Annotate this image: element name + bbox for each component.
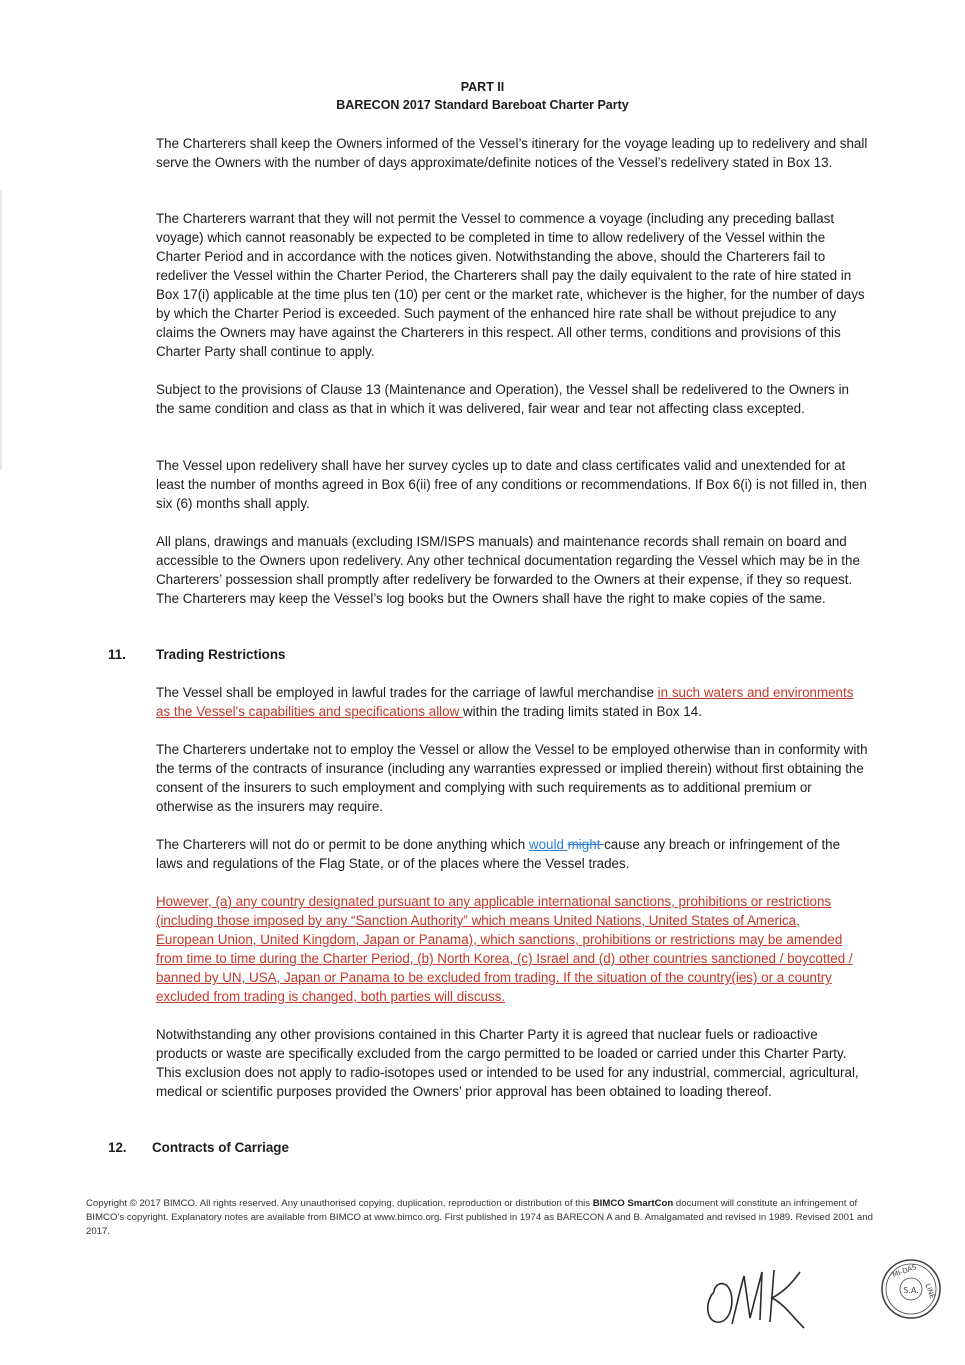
- document-title: BARECON 2017 Standard Bareboat Charter Party: [336, 98, 629, 112]
- paragraph-plans-drawings: All plans, drawings and manuals (excluding ISM/ISPS manuals) and maintenance records shall remain on board and accessible to the Owners upon redelivery. Any other technical documentation regarding the Vessel which may be in the Charterers’ possession shall promptly after redelivery be forwarded to the Owners at their expense, if they so request. The Charterers may keep the Vessel’s log books but the Owners shall have the right to make copies of the same.: [156, 534, 860, 606]
- paragraph-redelivery-notices: The Charterers shall keep the Owners informed of the Vessel’s itinerary for the voyage leading up to redelivery and shall serve the Owners with the number of days approximate/definite notices of the Vessel’s redelivery stated in Box 13.: [156, 136, 868, 170]
- footer-text: document will constitute an infringement of BIMCO’s copyright. Explanatory notes are available from BIMCO at www.bimco.org. First published in 1974 as BARECON A and B. Amalgamated and revised in 1989. Revised 2001 and 2017.: [86, 1198, 873, 1237]
- svg-text:S.A.: S.A.: [903, 1286, 919, 1295]
- paragraph-flag-state-laws: [156, 835, 868, 873]
- paragraph-last-voyage: The Charterers warrant that they will not permit the Vessel to commence a voyage (including any preceding ballast voyage) which cannot reasonably be expected to be completed in time to allow redelivery of the Vessel within the Charter Period and in accordance with the notices given. Notwithstanding the above, should the Charterers fail to redeliver the Vessel within the Charter Period, the Charterers shall pay the daily equivalent to the rate of hire stated in Box 17(i) applicable at the time plus ten (10) per cent or the market rate, whichever is the higher, for the number of days by which the Charter Period is exceeded. Such payment of the enhanced hire rate shall be without prejudice to any claims the Owners may have against the Charterers in this respect. All other terms, conditions and provisions of this Charter Party shall continue to apply.: [156, 211, 865, 359]
- inserted-text: in such waters and environments as the Vessel's capabilities and specifications allow: [156, 685, 854, 719]
- paragraph-survey-cycles: The Vessel upon redelivery shall have her survey cycles up to date and class certificates valid and unextended for at least the number of months agreed in Box 6(ii) free of any conditions or recommendations. If Box 6(i) is not filled in, then six (6) months shall apply.: [156, 458, 867, 511]
- clause-12-number: 12.: [108, 1140, 127, 1155]
- scan-edge-shadow: [0, 190, 2, 470]
- paragraph-sanctions-insert: However, (a) any country designated pursuant to any applicable international sanctions, prohibitions or restrictions (including those imposed by any “Sanction Authority” which means United Nations, United States of America, European Union, United Kingdom, Japan or Panama), which sanctions, prohibitions or restrictions may be amended from time to time during the Charter Period, (b) North Korea, (c) Israel and (d) other countries sanctioned / boycotted / banned by UN, USA, Japan or Panama to be excluded from trading. If the situation of the country(ies) or a country excluded from trading is changed, both parties will discuss.: [156, 894, 853, 1004]
- text-run: The Charterers will not do or permit to be done anything which: [156, 837, 529, 852]
- handwritten-initials-signature: [700, 1262, 810, 1332]
- deleted-text: might: [567, 837, 605, 852]
- svg-text:LINE: LINE: [923, 1282, 937, 1301]
- clause-11-title: Trading Restrictions: [156, 647, 286, 662]
- inserted-text: would: [528, 837, 568, 852]
- part-label: PART II: [460, 80, 505, 94]
- paragraph-insurance-conformity: The Charterers undertake not to employ the Vessel or allow the Vessel to be employed otherwise than in conformity with the terms of the contracts of insurance (including any warranties expressed or implied therein) without first obtaining the consent of the insurers to such employment and complying with such requirements as to additional premium or otherwise as the insurers may require.: [156, 742, 868, 814]
- paragraph-redelivery-condition: Subject to the provisions of Clause 13 (Maintenance and Operation), the Vessel shall be redelivered to the Owners in the same condition and class as that in which it was delivered, fair wear and tear not affecting class excepted.: [156, 382, 849, 416]
- company-seal-stamp: [880, 1258, 942, 1320]
- clause-12-title: Contracts of Carriage: [152, 1140, 289, 1155]
- page-header: [0, 78, 965, 114]
- clause-11-number: 11.: [108, 647, 126, 662]
- text-run: The Vessel shall be employed in lawful trades for the carriage of lawful merchandise: [156, 685, 658, 700]
- copyright-footer: [86, 1197, 886, 1239]
- footer-brand: BIMCO SmartCon: [592, 1198, 674, 1209]
- paragraph-nuclear-exclusion: Notwithstanding any other provisions contained in this Charter Party it is agreed that nuclear fuels or radioactive products or waste are specifically excluded from the cargo permitted to be loaded or carried under this Charter Party. This exclusion does not apply to radio-isotopes used or intended to be used for any industrial, commercial, agricultural, medical or scientific purposes provided the Owners’ prior approval has been obtained to loading thereof.: [156, 1027, 859, 1099]
- paragraph-lawful-trades: [156, 683, 856, 721]
- text-run: cause any breach or infringement of the laws and regulations of the Flag State, or of the places where the Vessel trades.: [156, 837, 841, 871]
- svg-text:MI-DAS: MI-DAS: [891, 1263, 918, 1280]
- footer-text: Copyright © 2017 BIMCO. All rights reserved. Any unauthorised copying, duplication, reproduction or distribution of this: [86, 1198, 593, 1209]
- text-run: within the trading limits stated in Box 14.: [463, 704, 702, 719]
